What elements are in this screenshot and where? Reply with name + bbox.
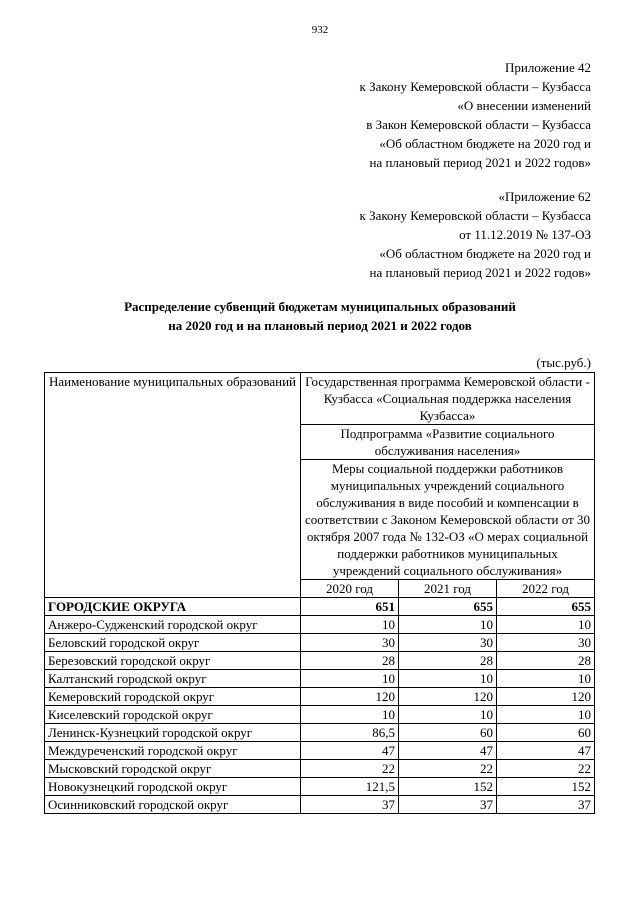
table-row <box>45 634 595 652</box>
value-2021: 655 <box>399 598 497 616</box>
value-2022: 10 <box>497 670 595 688</box>
year-2020-header: 2020 год <box>301 580 399 598</box>
table-row <box>45 724 595 742</box>
appendix-line: «Об областном бюджете на 2020 год и <box>379 246 591 261</box>
value-2020: 37 <box>301 796 399 814</box>
value-2021: 47 <box>399 742 497 760</box>
appendix-62-header <box>360 187 592 282</box>
appendix-line: «Приложение 62 <box>498 189 591 204</box>
value-2022: 10 <box>497 706 595 724</box>
value-2022: 28 <box>497 652 595 670</box>
year-2021-header: 2021 год <box>399 580 497 598</box>
year-2022-header: 2022 год <box>497 580 595 598</box>
value-2020: 86,5 <box>301 724 399 742</box>
appendix-line: Приложение 42 <box>504 60 591 75</box>
value-2022: 60 <box>497 724 595 742</box>
municipality-name: Беловский городской округ <box>45 634 301 652</box>
value-2020: 121,5 <box>301 778 399 796</box>
value-2020: 28 <box>301 652 399 670</box>
appendix-line: в Закон Кемеровской области – Кузбасса <box>366 117 591 132</box>
municipality-name: Новокузнецкий городской округ <box>45 778 301 796</box>
subprogram-header: Подпрограмма «Развитие социального обслуживания населения» <box>301 425 595 460</box>
value-2022: 47 <box>497 742 595 760</box>
value-2022: 152 <box>497 778 595 796</box>
table-row-total <box>45 598 595 616</box>
value-2021: 60 <box>399 724 497 742</box>
table-body <box>45 373 595 814</box>
appendix-line: на плановый период 2021 и 2022 годов» <box>369 265 591 280</box>
municipality-name: Ленинск-Кузнецкий городской округ <box>45 724 301 742</box>
value-2021: 10 <box>399 706 497 724</box>
value-2022: 30 <box>497 634 595 652</box>
municipality-name: ГОРОДСКИЕ ОКРУГА <box>45 598 301 616</box>
appendix-line: «Об областном бюджете на 2020 год и <box>379 136 591 151</box>
measure-header: Меры социальной поддержки работников муниципальных учреждений социального обслуживания в виде пособий и компенсации в соответствии с Законом Кемеровской области от 30 октября 2007 года № 132-ОЗ «О мерах социальной поддержки работников муниципальных учреждений социального обслуживания» <box>301 460 595 580</box>
value-2021: 120 <box>399 688 497 706</box>
title-line: на 2020 год и на плановый период 2021 и 2022 годов <box>168 318 472 333</box>
value-2020: 10 <box>301 616 399 634</box>
page-number: 932 <box>311 24 329 36</box>
document-title <box>0 297 640 335</box>
table-row <box>45 616 595 634</box>
table-row <box>45 688 595 706</box>
municipality-name: Березовский городской округ <box>45 652 301 670</box>
value-2022: 120 <box>497 688 595 706</box>
table-row <box>45 652 595 670</box>
value-2022: 10 <box>497 616 595 634</box>
municipality-name: Калтанский городской округ <box>45 670 301 688</box>
table-row <box>45 706 595 724</box>
value-2020: 22 <box>301 760 399 778</box>
value-2021: 30 <box>399 634 497 652</box>
header-row <box>45 373 595 425</box>
name-column-header: Наименование муниципальных образований <box>45 373 301 598</box>
appendix-line: к Закону Кемеровской области – Кузбасса <box>359 208 591 223</box>
value-2021: 10 <box>399 616 497 634</box>
appendix-line: «О внесении изменений <box>457 98 591 113</box>
value-2022: 655 <box>497 598 595 616</box>
value-2022: 22 <box>497 760 595 778</box>
appendix-42-header <box>360 58 592 172</box>
value-2020: 651 <box>301 598 399 616</box>
municipality-name: Междуреченский городской округ <box>45 742 301 760</box>
title-line: Распределение субвенций бюджетам муниципальных образований <box>124 299 516 314</box>
table-row <box>45 796 595 814</box>
value-2021: 37 <box>399 796 497 814</box>
table-row <box>45 742 595 760</box>
municipality-name: Киселевский городской округ <box>45 706 301 724</box>
program-header: Государственная программа Кемеровской области - Кузбасса «Социальная поддержка населения Кузбасса» <box>301 373 595 425</box>
value-2020: 10 <box>301 670 399 688</box>
municipality-name: Кемеровский городской округ <box>45 688 301 706</box>
subvention-table <box>44 372 595 814</box>
municipality-name: Осинниковский городской округ <box>45 796 301 814</box>
appendix-line: от 11.12.2019 № 137-ОЗ <box>459 227 591 242</box>
unit-label: (тыс.руб.) <box>536 355 591 370</box>
value-2022: 37 <box>497 796 595 814</box>
value-2021: 152 <box>399 778 497 796</box>
value-2021: 10 <box>399 670 497 688</box>
table-row <box>45 778 595 796</box>
value-2020: 47 <box>301 742 399 760</box>
table-row <box>45 760 595 778</box>
value-2021: 22 <box>399 760 497 778</box>
value-2020: 30 <box>301 634 399 652</box>
value-2020: 10 <box>301 706 399 724</box>
value-2021: 28 <box>399 652 497 670</box>
municipality-name: Мысковский городской округ <box>45 760 301 778</box>
value-2020: 120 <box>301 688 399 706</box>
appendix-line: к Закону Кемеровской области – Кузбасса <box>359 79 591 94</box>
table-row <box>45 670 595 688</box>
appendix-line: на плановый период 2021 и 2022 годов» <box>369 155 591 170</box>
municipality-name: Анжеро-Судженский городской округ <box>45 616 301 634</box>
